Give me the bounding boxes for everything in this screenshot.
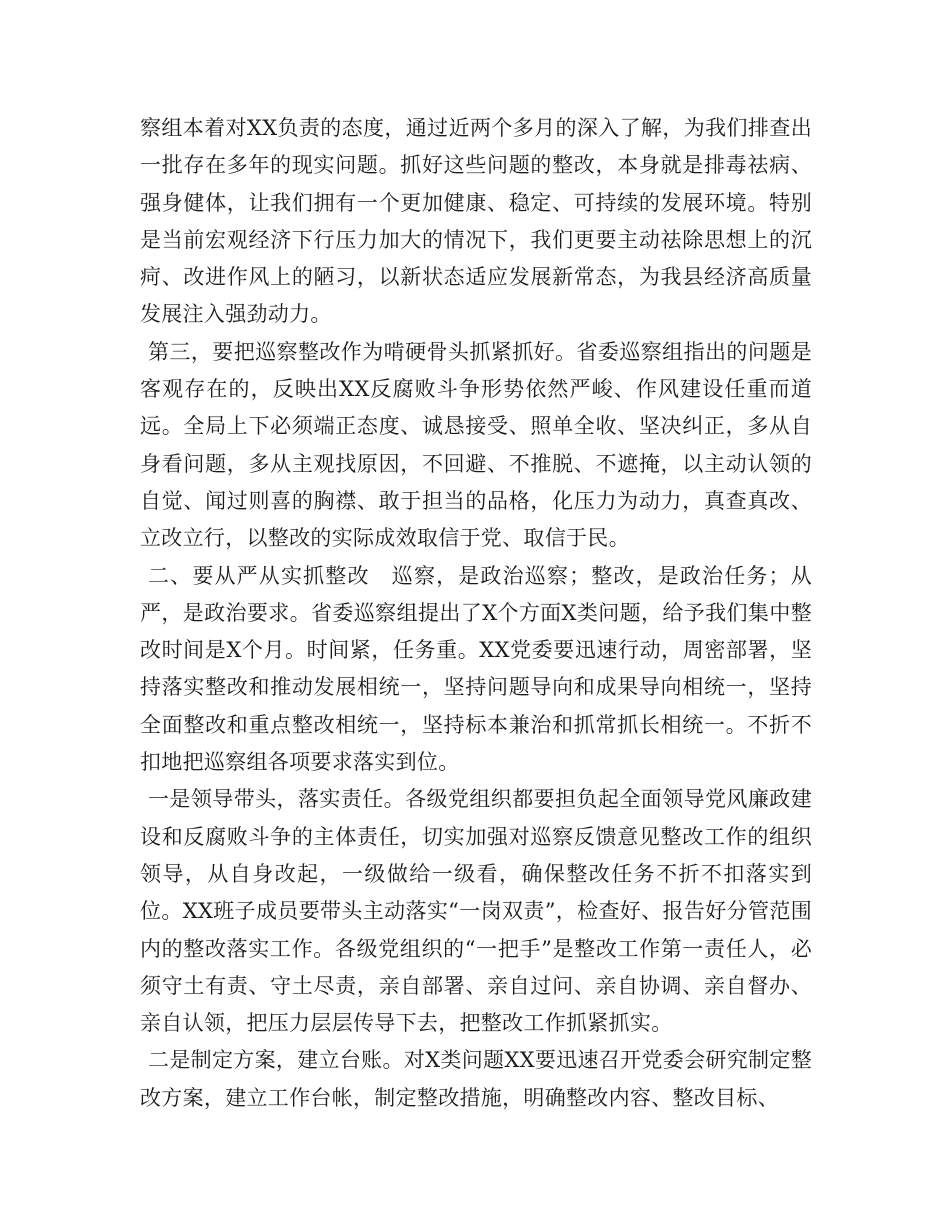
paragraph-3: 二、要从严从实抓整改 巡察，是政治巡察；整改，是政治任务；从严，是政治要求。省委巡察组提出了X个方面X类问题，给予我们集中整改时间是X个月。时间紧，任务重。XX党委要迅速行动，周密部署，坚持落实整改和推动发展相统一，坚持问题导向和成果导向相统一，坚持全面整改和重点整改相统一，坚持标本兼治和抓常抓长相统一。不折不扣地把巡察组各项要求落实到位。 — [140, 563, 812, 775]
paragraph-2: 第三，要把巡察整改作为啃硬骨头抓紧抓好。省委巡察组指出的问题是客观存在的，反映出XX反腐败斗争形势依然严峻、作风建设任重而道远。全局上下必须端正态度、诚恳接受、照单全收、坚决纠正，多从自身看问题，多从主观找原因，不回避、不推脱、不遮掩，以主动认领的自觉、闻过则喜的胸襟、敢于担当的品格，化压力为动力，真查真改、立改立行，以整改的实际成效取信于党、取信于民。 — [140, 339, 812, 551]
paragraph-5: 二是制定方案，建立台账。对X类问题XX要迅速召开党委会研究制定整改方案，建立工作台帐，制定整改措施，明确整改内容、整改目标、 — [140, 1048, 812, 1110]
paragraph-1: 察组本着对XX负责的态度，通过近两个多月的深入了解，为我们排查出一批存在多年的现实问题。抓好这些问题的整改，本身就是排毒祛病、强身健体，让我们拥有一个更加健康、稳定、可持续的发展环境。特别是当前宏观经济下行压力加大的情况下，我们更要主动祛除思想上的沉疴、改进作风上的陋习，以新状态适应发展新常态，为我县经济高质量发展注入强劲动力。 — [140, 116, 812, 327]
document-body — [140, 110, 812, 1117]
paragraph-4: 一是领导带头，落实责任。各级党组织都要担负起全面领导党风廉政建设和反腐败斗争的主体责任，切实加强对巡察反馈意见整改工作的组织领导，从自身改起，一级做给一级看，确保整改任务不折不扣落实到位。XX班子成员要带头主动落实“一岗双责”，检查好、报告好分管范围内的整改落实工作。各级党组织的“一把手”是整改工作第一责任人，必须守土有责、守土尽责，亲自部署、亲自过问、亲自协调、亲自督办、亲自认领，把压力层层传导下去，把整改工作抓紧抓实。 — [140, 787, 812, 1036]
